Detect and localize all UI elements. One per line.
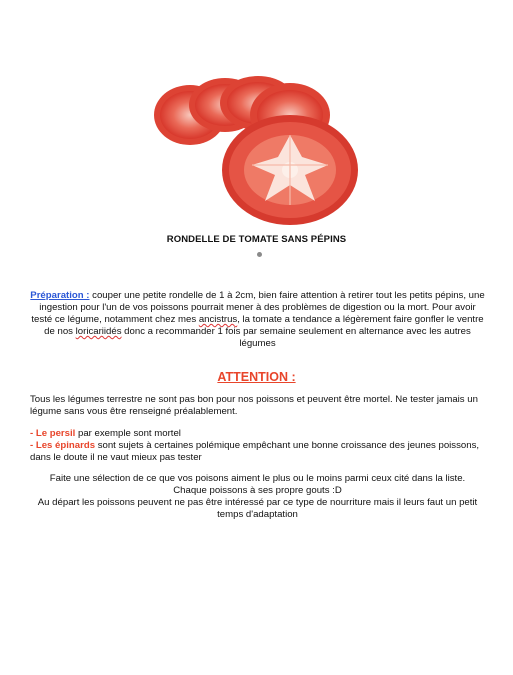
list-item-persil <box>30 428 480 440</box>
persil-text: par exemple sont mortel <box>75 428 181 439</box>
loricariides-word: loricariidés <box>75 326 122 337</box>
closing-line-1: Faite une sélection de ce que vos poisons aiment le plus ou le moins parmi ceux cité dans la liste. <box>49 473 466 484</box>
closing-paragraph <box>30 473 485 521</box>
attention-heading: ATTENTION : <box>217 370 296 384</box>
tomato-slices-image <box>150 75 365 225</box>
preparation-label[interactable]: Préparation : <box>30 290 90 301</box>
preparation-paragraph <box>30 290 485 350</box>
ancistrus-word: ancistrus <box>198 314 238 325</box>
image-caption: RONDELLE DE TOMATE SANS PÉPINS <box>166 234 347 245</box>
closing-line-3: Au départ les poissons peuvent ne pas être intéressé par ce type de nourriture mais il leurs faut un petit temps d'adaptation <box>37 497 478 520</box>
epinards-label: - Les épinards <box>30 440 96 451</box>
closing-line-2: Chaque poissons à ses propre gouts :D <box>173 485 342 496</box>
attention-intro: Tous les légumes terrestre ne sont pas bon pour nos poissons et peuvent être mortel. Ne tester jamais un légume sans vous être renseigné préalablement. <box>30 394 478 417</box>
persil-label: - Le persil <box>30 428 76 439</box>
carousel-dot <box>257 252 262 257</box>
list-item-epinards <box>30 440 480 464</box>
preparation-text-3: donc a recommander 1 fois par semaine seulement en alternance avec les autres légumes <box>121 326 471 349</box>
preparation-text-2: , la tomate a tendance a légèrement faire gonfler le ventre de nos <box>44 314 484 337</box>
epinards-text: sont sujets à certaines polémique empêchant une bonne croissance des jeunes poissons, dans le doute il ne vaut mieux pas tester <box>30 440 480 463</box>
preparation-text-1: couper une petite rondelle de 1 à 2cm, bien faire attention à retirer tout les petits pépins, une ingestion pour l'un de vos poissons pourrait mener à des problèmes de digestion ou la mort. Pour avoir testé ce légume, notamment chez mes <box>31 290 485 325</box>
